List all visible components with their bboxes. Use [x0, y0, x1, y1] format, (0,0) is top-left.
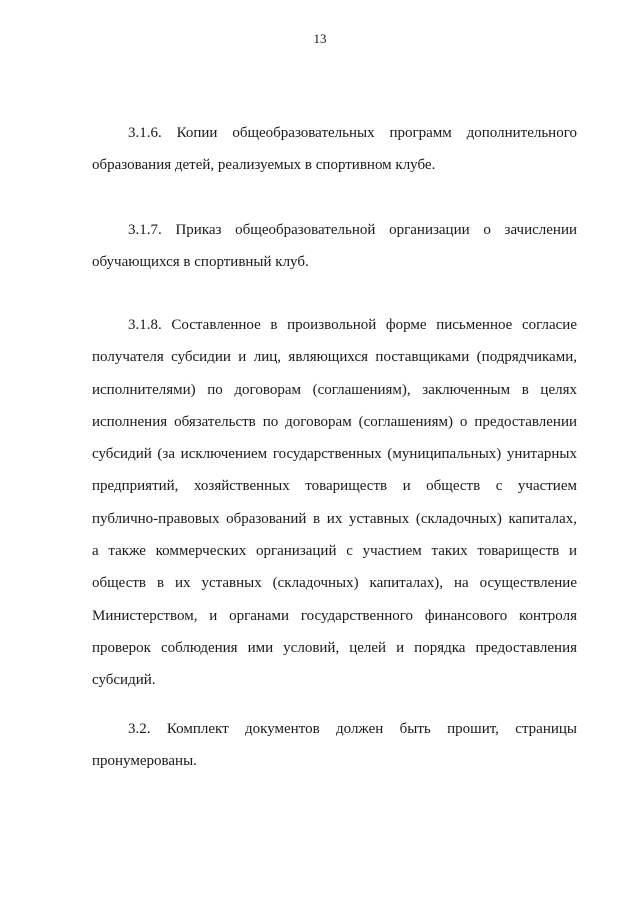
text-line: исполнителями) по договорам (соглашениям), заключенным в целях: [92, 381, 577, 398]
text-line: 3.1.6. Копии общеобразовательных программ дополнительного: [128, 125, 577, 141]
paragraph-3-2: [92, 713, 577, 778]
text-line: 3.1.7. Приказ общеобразовательной организации о зачислении: [128, 222, 577, 238]
text-line: Министерством, и органами государственного финансового контроля: [92, 607, 577, 624]
text-line: субсидий (за исключением государственных (муниципальных) унитарных: [92, 446, 577, 463]
text-line: получателя субсидии и лиц, являющихся поставщиками (подрядчиками,: [92, 349, 577, 366]
text-line: а также коммерческих организаций с участием таких товариществ и: [92, 543, 577, 560]
text-line: исполнения обязательств по договорам (соглашениям) о предоставлении: [92, 413, 577, 430]
text-line: образования детей, реализуемых в спортивном клубе.: [92, 157, 436, 174]
text-line: проверок соблюдения ими условий, целей и порядка предоставления: [92, 639, 577, 656]
text-line: 3.1.8. Составленное в произвольной форме письменное согласие: [128, 317, 577, 333]
page-number: 13: [313, 31, 327, 46]
paragraph-3-1-8: [92, 309, 577, 697]
text-line: предприятий, хозяйственных товариществ и обществ с участием: [92, 478, 577, 495]
text-line: обучающихся в спортивный клуб.: [92, 254, 309, 271]
text-line: публично-правовых образований в их уставных (складочных) капиталах,: [92, 510, 577, 527]
text-line: пронумерованы.: [92, 753, 197, 770]
paragraph-3-1-7: [92, 214, 577, 279]
paragraph-3-1-6: [92, 117, 577, 182]
text-line: 3.2. Комплект документов должен быть прошит, страницы: [128, 721, 577, 737]
text-line: обществ в их уставных (складочных) капиталах), на осуществление: [92, 575, 577, 592]
text-line: субсидий.: [92, 672, 156, 689]
